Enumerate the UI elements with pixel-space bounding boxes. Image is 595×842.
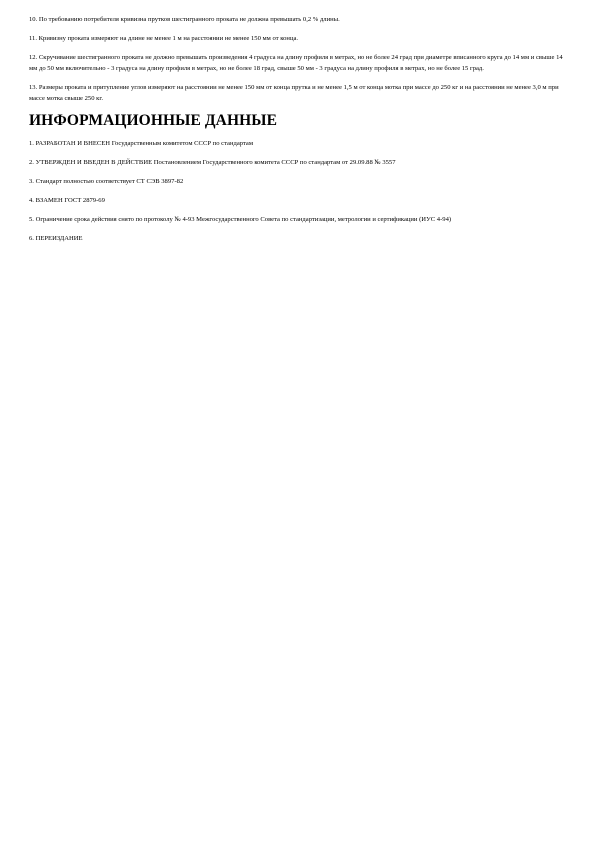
clause-11: 11. Кривизну проката измеряют на длине не менее 1 м на расстоянии не менее 150 мм от конца. xyxy=(29,35,299,42)
info-item-approved: 2. УТВЕРЖДЕН И ВВЕДЕН В ДЕЙСТВИЕ Постановлением Государственного комитета СССР по стандартам от 29.09.88 № 3557 xyxy=(29,159,396,166)
clause-12: 12. Скручивание шестигранного проката не должно превышать произведения 4 градуса на длину профиля в метрах, но не более 24 град при диаметре вписанного круга до 14 мм и свыше 14 мм до 50 мм включительно - 3 градуса на длину профиля в метрах, но не более 18 град, свыше 50 мм - 3 градуса на длину профиля в метрах, но не более 15 град. xyxy=(29,54,563,72)
document-page xyxy=(29,14,565,252)
info-item-developed: 1. РАЗРАБОТАН И ВНЕСЕН Государственным комитетом СССР по стандартам xyxy=(29,140,254,147)
clause-13: 13. Размеры проката и притупление углов измеряют на расстоянии не менее 150 мм от конца прутка и не менее 1,5 м от конца мотка при массе до 250 кг и на расстоянии не менее 3,0 м при массе мотка свыше 250 кг. xyxy=(29,84,559,102)
info-item-validity: 5. Ограничение срока действия снято по протоколу № 4-93 Межгосударственного Совета по стандартизации, метрологии и сертификации (ИУС 4-94) xyxy=(29,216,452,223)
info-item-replaces: 4. ВЗАМЕН ГОСТ 2879-69 xyxy=(29,197,105,204)
clause-10: 10. По требованию потребителя кривизна прутков шестигранного проката не должна превышать 0,2 % длины. xyxy=(29,16,340,23)
info-item-reissue: 6. ПЕРЕИЗДАНИЕ xyxy=(29,235,83,242)
info-heading: ИНФОРМАЦИОННЫЕ ДАННЫЕ xyxy=(29,112,278,129)
info-item-compliance: 3. Стандарт полностью соответствует СТ СЭВ 3897-82 xyxy=(29,178,184,185)
